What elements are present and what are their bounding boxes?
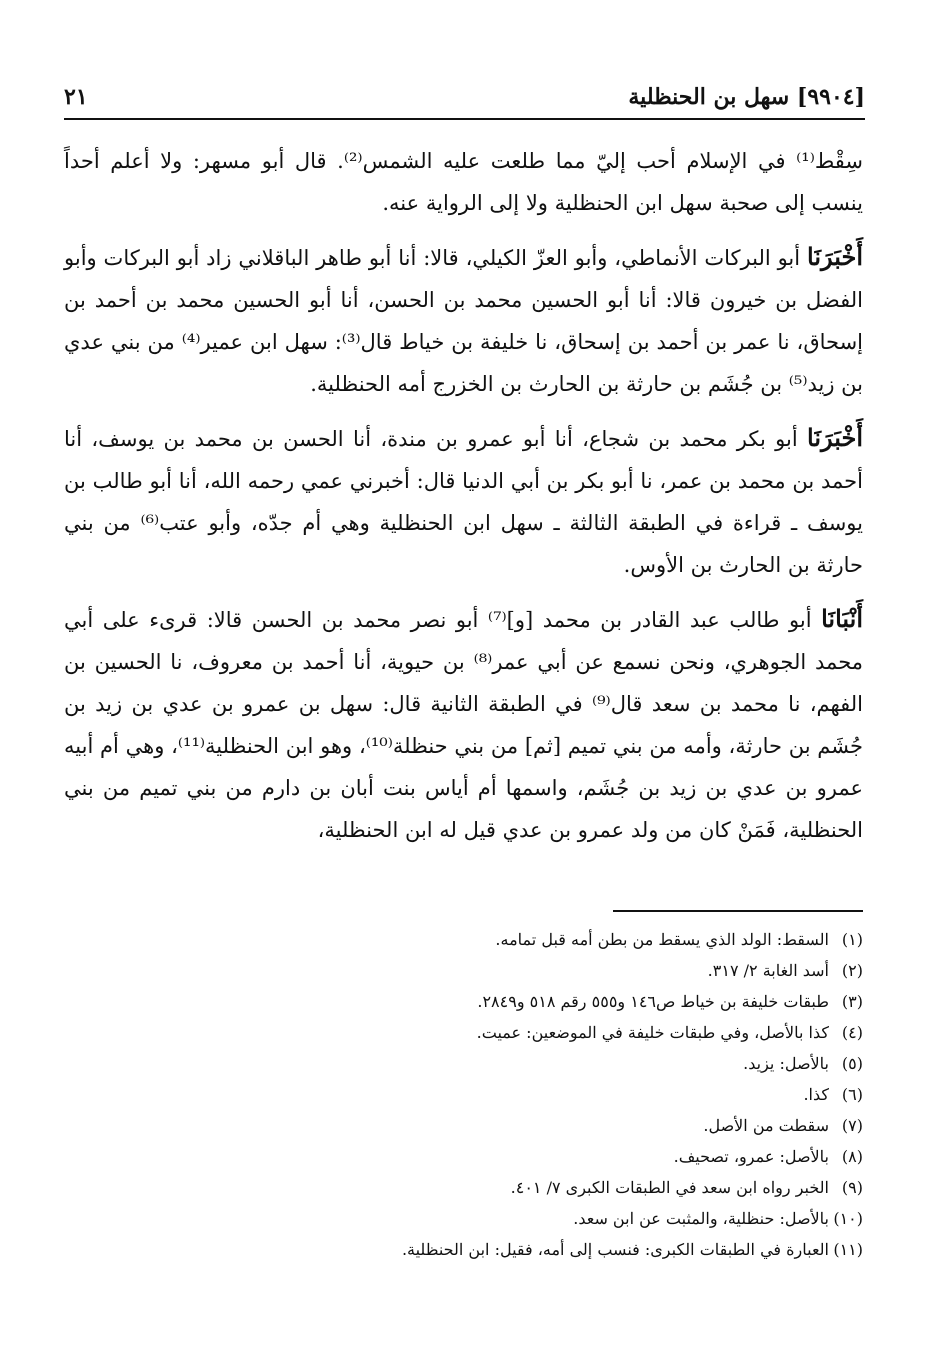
footnote-number: (١٠) bbox=[833, 1209, 863, 1228]
footnote-text: بالأصل: حنظلية، والمثبت عن ابن سعد. bbox=[573, 1209, 829, 1228]
paragraph-3-text: أبو بكر محمد بن شجاع، أنا أبو عمرو بن مندة، أنا الحسن بن محمد بن يوسف، أنا أحمد بن محمد بن عمر، نا أبو بكر بن أبي الدنيا قال: أخبرني عمي رحمه الله، أنا أبو طالب بن يوسف ـ قراءة في الطبقة الثالثة ـ سهل ابن الحنظلية وهي أم جدّه، وأبو عتب⁽⁶⁾ من بني حارثة بن الحارث بن الأوس. bbox=[64, 427, 863, 577]
paragraph-3 bbox=[64, 417, 863, 586]
footnote-text: الخبر رواه ابن سعد في الطبقات الكبرى ٧/ ٤٠١. bbox=[510, 1178, 829, 1197]
paragraph-1 bbox=[64, 140, 863, 224]
footnote-text: سقطت من الأصل. bbox=[703, 1116, 829, 1135]
footnote bbox=[64, 1203, 863, 1234]
main-text bbox=[64, 140, 863, 863]
footnote bbox=[64, 1172, 863, 1203]
footnote-text: كذا بالأصل، وفي طبقات خليفة في الموضعين: عميت. bbox=[476, 1023, 829, 1042]
footnote bbox=[64, 1110, 863, 1141]
paragraph-3-lead: أَخْبَرَنَا bbox=[807, 423, 863, 452]
footnote-number: (١) bbox=[841, 930, 863, 949]
running-header bbox=[64, 80, 865, 120]
footnote-number: (٢) bbox=[841, 961, 863, 980]
paragraph-2 bbox=[64, 236, 863, 405]
footnote-text: طبقات خليفة بن خياط ص١٤٦ و٥٥٥ رقم ٥١٨ و٢٨٤٩. bbox=[477, 992, 829, 1011]
footnote-text: أسد الغابة ٢/ ٣١٧. bbox=[707, 961, 829, 980]
footnote-number: (٩) bbox=[841, 1178, 863, 1197]
footnote bbox=[64, 986, 863, 1017]
footnote-text: كذا. bbox=[803, 1085, 829, 1104]
paragraph-2-text: أبو البركات الأنماطي، وأبو العزّ الكيلي، قالا: أنا أبو طاهر الباقلاني زاد أبو البركات وأبو الفضل بن خيرون قالا: أنا أبو الحسين محمد بن الحسن، أنا أبو الحسين محمد بن أحمد بن إسحاق، نا عمر بن أحمد بن إسحاق، نا خليفة بن خياط قال⁽³⁾: سهل ابن عمير⁽⁴⁾ من بني عدي بن زيد⁽⁵⁾ بن جُشَم بن حارثة بن الحارث بن الخزرج أمه الحنظلية. bbox=[64, 246, 863, 396]
paragraph-4-text: أبو طالب عبد القادر بن محمد [و]⁽⁷⁾ أبو نصر محمد بن الحسن قالا: قرىء على أبي محمد الجوهري، ونحن نسمع عن أبي عمر⁽⁸⁾ بن حيوية، أنا أحمد بن معروف، نا الحسين بن الفهم، نا محمد بن سعد قال⁽⁹⁾ في الطبقة الثانية قال: سهل بن عمرو بن عدي بن زيد بن جُشَم بن حارثة، وأمه من بني تميم [ثم] من بني حنظلة⁽¹⁰⁾، وهو ابن الحنظلية⁽¹¹⁾، وهي أم أبيه عمرو بن عدي بن زيد بن جُشَم، واسمها أم أياس بنت أبان بن دارم من بني تميم من بني الحنظلية، فَمَنْ كان من ولد عمرو بن عدي قيل له ابن الحنظلية، bbox=[64, 608, 864, 842]
footnote-number: (١١) bbox=[833, 1240, 863, 1259]
footnote-number: (٤) bbox=[841, 1023, 863, 1042]
footnote-text: العبارة في الطبقات الكبرى: فنسب إلى أمه، فقيل: ابن الحنظلية. bbox=[401, 1240, 829, 1259]
footnote-rule bbox=[613, 910, 863, 912]
footnote-text: بالأصل: يزيد. bbox=[743, 1054, 829, 1073]
paragraph-2-lead: أَخْبَرَنَا bbox=[807, 242, 863, 271]
footnote-text: السقط: الولد الذي يسقط من بطن أمه قبل تمامه. bbox=[495, 930, 829, 949]
footnote-number: (٧) bbox=[841, 1116, 863, 1135]
footnote-number: (٨) bbox=[841, 1147, 863, 1166]
footnote bbox=[64, 924, 863, 955]
footnote-text: بالأصل: عمرو، تصحيف. bbox=[673, 1147, 829, 1166]
footnote bbox=[64, 1234, 863, 1265]
footnote bbox=[64, 1141, 863, 1172]
footnote-number: (٣) bbox=[841, 992, 863, 1011]
paragraph-4 bbox=[64, 598, 863, 851]
footnote bbox=[64, 1079, 863, 1110]
header-title: [٩٩٠٤] سهل بن الحنظلية bbox=[628, 84, 865, 110]
paragraph-1-text: سِقْط⁽¹⁾ في الإسلام أحب إليّ مما طلعت عليه الشمس⁽²⁾. قال أبو مسهر: ولا أعلم أحداً ينسب إلى صحبة سهل ابن الحنظلية ولا إلى الرواية عنه. bbox=[64, 149, 863, 215]
paragraph-4-lead: أَنْبَانَا bbox=[821, 604, 863, 633]
footnote bbox=[64, 1048, 863, 1079]
footnote-number: (٦) bbox=[841, 1085, 863, 1104]
footnote bbox=[64, 1017, 863, 1048]
footnote bbox=[64, 955, 863, 986]
footnotes bbox=[64, 924, 863, 1265]
header-rule bbox=[64, 118, 865, 120]
page-number: ٢١ bbox=[64, 84, 88, 110]
footnote-number: (٥) bbox=[841, 1054, 863, 1073]
